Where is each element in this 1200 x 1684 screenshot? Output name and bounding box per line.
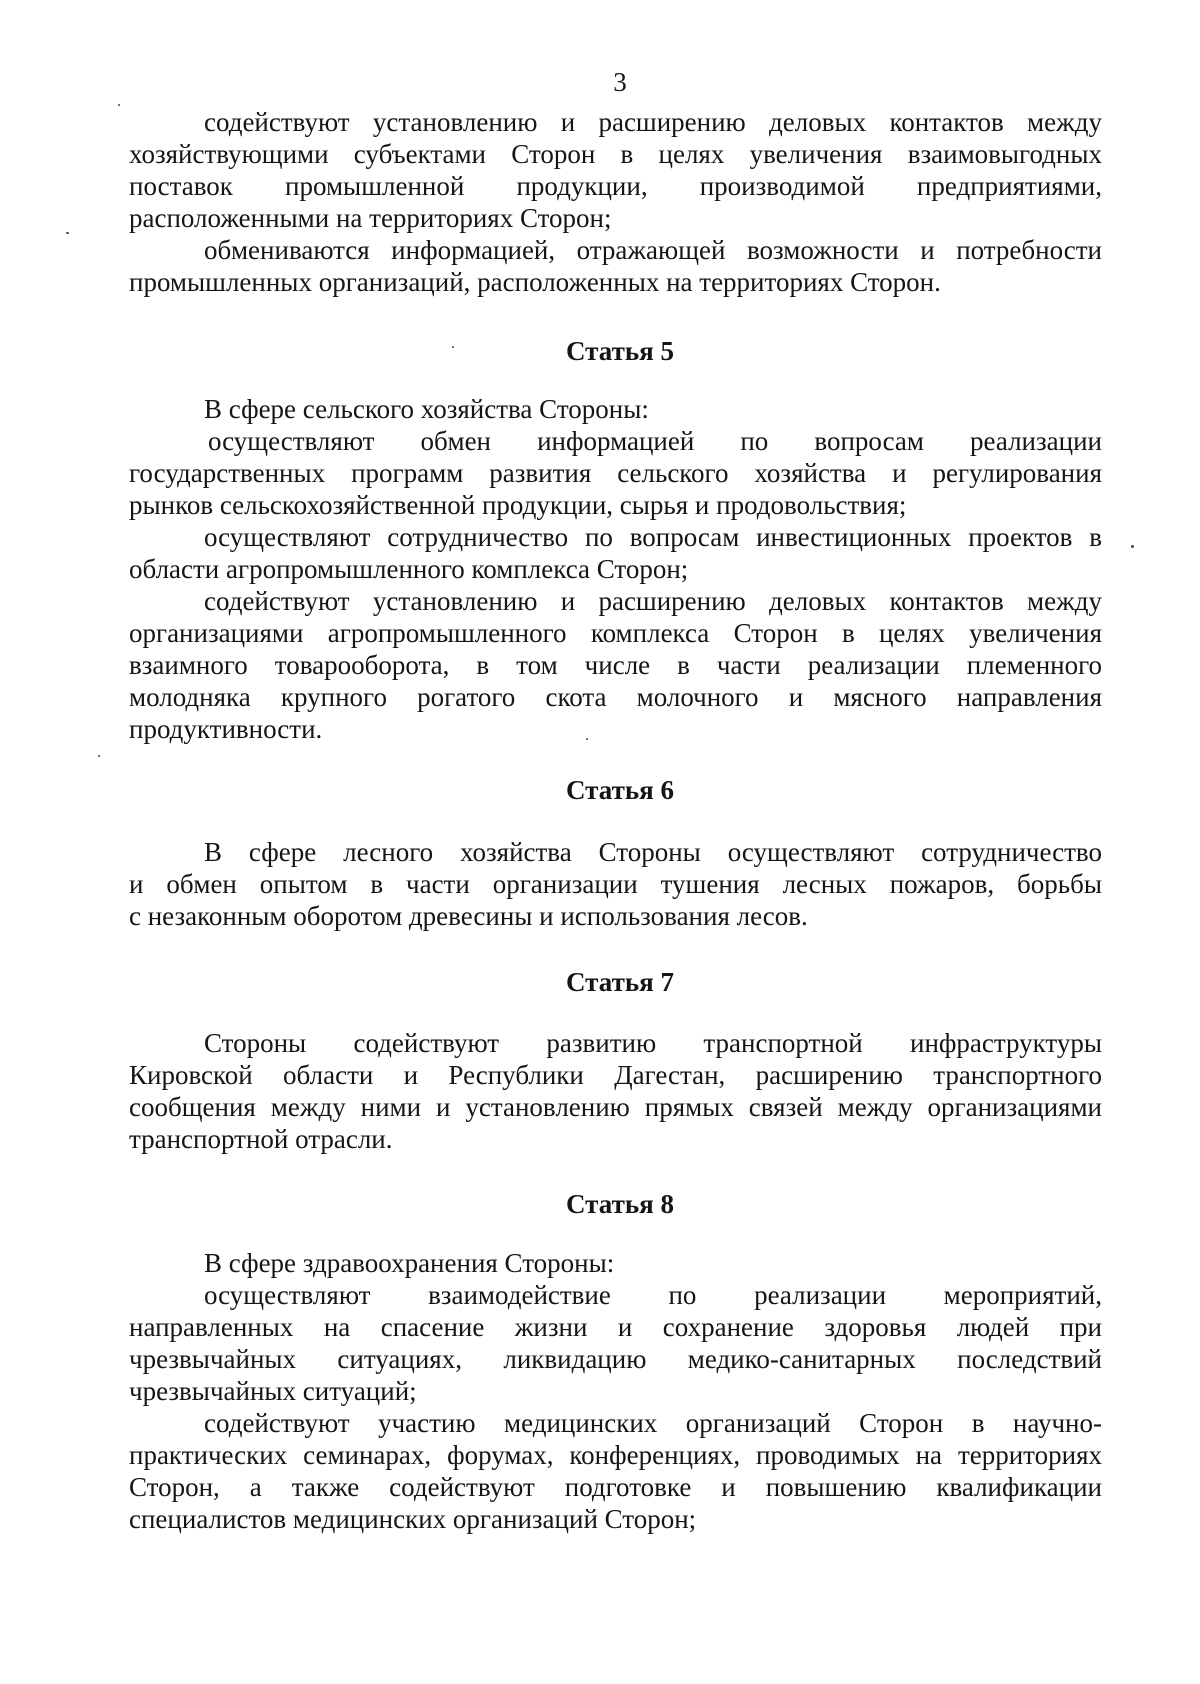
text-line: Кировской области и Республики Дагестан, расширению транспортного: [129, 1060, 1102, 1090]
text-line: осуществляют взаимодействие по реализации мероприятий,: [204, 1280, 1102, 1310]
article-8-body: [129, 1247, 1102, 1535]
text-line: рынков сельскохозяйственной продукции, сырья и продовольствия;: [129, 490, 907, 520]
text-line: молодняка крупного рогатого скота молочного и мясного направления: [129, 682, 1102, 712]
text-line: хозяйствующими субъектами Сторон в целях увеличения взаимовыгодных: [129, 139, 1102, 169]
article-5-body: [129, 393, 1102, 745]
text-line: государственных программ развития сельского хозяйства и регулирования: [129, 458, 1102, 488]
scan-speck: [98, 755, 100, 757]
text-line: организациями агропромышленного комплекса Сторон в целях увеличения: [129, 618, 1102, 648]
article-5-heading: Статья 5: [566, 336, 674, 366]
article-4-continuation: [129, 106, 1102, 298]
scan-speck: [452, 346, 454, 348]
scan-speck: [586, 738, 588, 740]
text-line: осуществляют сотрудничество по вопросам инвестиционных проектов в: [204, 522, 1102, 552]
text-line: взаимного товарооборота, в том числе в части реализации племенного: [129, 650, 1102, 680]
text-line: продуктивности.: [129, 714, 323, 744]
text-line: Стороны содействуют развитию транспортной инфраструктуры: [204, 1028, 1102, 1058]
text-line: чрезвычайных ситуаций;: [129, 1376, 417, 1406]
text-line: с незаконным оборотом древесины и использования лесов.: [129, 901, 808, 931]
text-line: практических семинарах, форумах, конференциях, проводимых на территориях: [129, 1440, 1102, 1470]
text-line: содействуют установлению и расширению деловых контактов между: [204, 586, 1102, 616]
text-line: направленных на спасение жизни и сохранение здоровья людей при: [129, 1312, 1102, 1342]
text-line: сообщения между ними и установлению прямых связей между организациями: [129, 1092, 1102, 1122]
article-7-heading: Статья 7: [566, 967, 674, 997]
text-line: В сфере здравоохранения Стороны:: [204, 1248, 615, 1278]
text-line: Сторон, а также содействуют подготовке и повышению квалификации: [129, 1472, 1102, 1502]
text-line: области агропромышленного комплекса Сторон;: [129, 554, 689, 584]
page-number: 3: [613, 67, 627, 97]
scan-speck: [118, 104, 120, 106]
text-line: обмениваются информацией, отражающей возможности и потребности: [204, 235, 1102, 265]
article-6-heading: Статья 6: [566, 775, 674, 805]
article-7-body: [129, 1027, 1102, 1155]
text-line: транспортной отрасли.: [129, 1124, 393, 1154]
text-line: В сфере сельского хозяйства Стороны:: [204, 394, 649, 424]
text-line: осуществляют обмен информацией по вопросам реализации: [208, 426, 1102, 456]
scan-speck: [1131, 545, 1134, 548]
text-line: расположенными на территориях Сторон;: [129, 203, 612, 233]
text-line: содействуют установлению и расширению деловых контактов между: [204, 107, 1102, 137]
text-line: В сфере лесного хозяйства Стороны осуществляют сотрудничество: [204, 837, 1102, 867]
article-8-heading: Статья 8: [566, 1189, 674, 1219]
text-line: промышленных организаций, расположенных на территориях Сторон.: [129, 267, 941, 297]
scan-speck: [66, 232, 69, 234]
text-line: специалистов медицинских организаций Сторон;: [129, 1504, 697, 1534]
text-line: чрезвычайных ситуациях, ликвидацию медико-санитарных последствий: [129, 1344, 1102, 1374]
article-6-body: [129, 836, 1102, 932]
text-line: содействуют участию медицинских организаций Сторон в научно-: [204, 1408, 1102, 1438]
text-line: поставок промышленной продукции, производимой предприятиями,: [129, 171, 1102, 201]
text-line: и обмен опытом в части организации тушения лесных пожаров, борьбы: [129, 869, 1102, 899]
